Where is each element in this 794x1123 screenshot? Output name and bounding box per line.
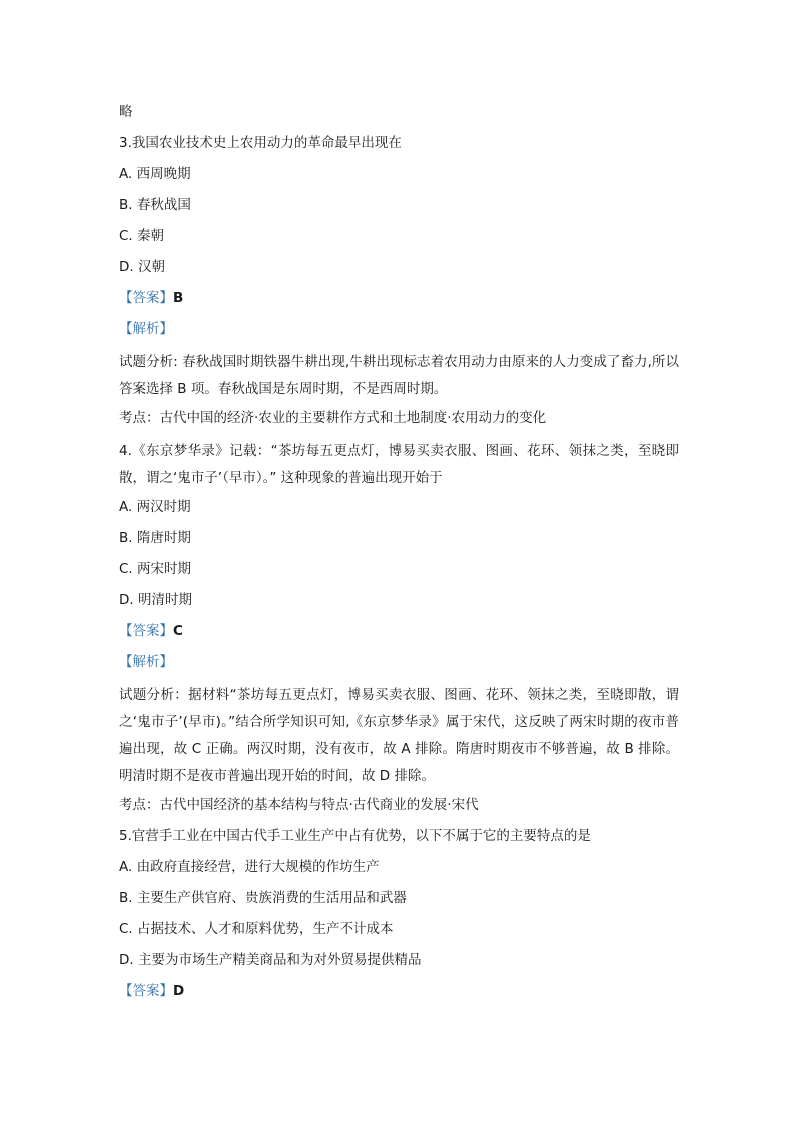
question-4-option-b: B. 隋唐时期 bbox=[119, 530, 191, 546]
omitted-note: 略 bbox=[119, 104, 133, 120]
question-4-option-c: C. 两宋时期 bbox=[119, 561, 192, 577]
question-4-option-a: A. 两汉时期 bbox=[119, 499, 191, 515]
question-5-option-b: B. 主要生产供官府、贵族消费的生活用品和武器 bbox=[119, 890, 407, 906]
question-5-answer bbox=[119, 980, 679, 1011]
question-3-option-c: C. 秦朝 bbox=[119, 228, 165, 244]
question-4-kaodian: 考点：古代中国经济的基本结构与特点·古代商业的发展·宋代 bbox=[119, 797, 479, 813]
analysis-label: 【解析】 bbox=[119, 321, 173, 337]
analysis-label: 【解析】 bbox=[119, 654, 173, 670]
question-4-option-d: D. 明清时期 bbox=[119, 592, 192, 608]
question-3-kaodian: 考点：古代中国的经济·农业的主要耕作方式和土地制度·农用动力的变化 bbox=[119, 410, 547, 426]
answer-value: D bbox=[173, 983, 185, 999]
question-4-answer bbox=[119, 620, 679, 651]
question-5-option-a: A. 由政府直接经营，进行大规模的作坊生产 bbox=[119, 859, 380, 875]
question-3-option-d: D. 汉朝 bbox=[119, 259, 165, 275]
question-3-title: 3.我国农业技术史上农用动力的革命最早出现在 bbox=[119, 135, 402, 151]
question-3-answer bbox=[119, 287, 679, 318]
question-3-analysis-heading bbox=[119, 318, 679, 349]
question-4-analysis-heading bbox=[119, 651, 679, 682]
question-3-option-b: B. 春秋战国 bbox=[119, 197, 191, 213]
question-4-analysis-text: 试题分析：据材料“茶坊每五更点灯，博易买卖衣服、图画、花环、领抹之类，至晓即散，谓之‘鬼市子’(早市)。”结合所学知识可知,《东京梦华录》属于宋代，这反映了两宋时期的夜市普遍出现，故 C 正确。两汉时期，没有夜市，故 A 排除。隋唐时期夜市不够普遍，故 B 排除。明清时期不是夜市普遍出现开始的时间，故 D 排除。 bbox=[119, 687, 679, 784]
answer-value: C bbox=[173, 623, 183, 639]
answer-label: 【答案】 bbox=[119, 623, 173, 639]
answer-label: 【答案】 bbox=[119, 290, 173, 306]
question-3-analysis-text: 试题分析: 春秋战国时期铁器牛耕出现,牛耕出现标志着农用动力由原来的人力变成了畜力,所以答案选择 B 项。春秋战国是东周时期，不是西周时期。 bbox=[119, 354, 679, 397]
question-5-option-c: C. 占据技术、人才和原料优势，生产不计成本 bbox=[119, 921, 394, 937]
question-4-title: 4.《东京梦华录》记载：“茶坊每五更点灯，博易买卖衣服、图画、花环、领抹之类，至晓即散，谓之‘鬼市子’（早市）。” 这种现象的普遍出现开始于 bbox=[119, 443, 679, 486]
question-5-option-d: D. 主要为市场生产精美商品和为对外贸易提供精品 bbox=[119, 952, 422, 968]
answer-label: 【答案】 bbox=[119, 983, 173, 999]
answer-value: B bbox=[173, 290, 184, 306]
question-5-title: 5.官营手工业在中国古代手工业生产中占有优势，以下不属于它的主要特点的是 bbox=[119, 828, 591, 844]
document-page bbox=[119, 101, 679, 1011]
question-3-option-a: A. 西周晚期 bbox=[119, 166, 191, 182]
